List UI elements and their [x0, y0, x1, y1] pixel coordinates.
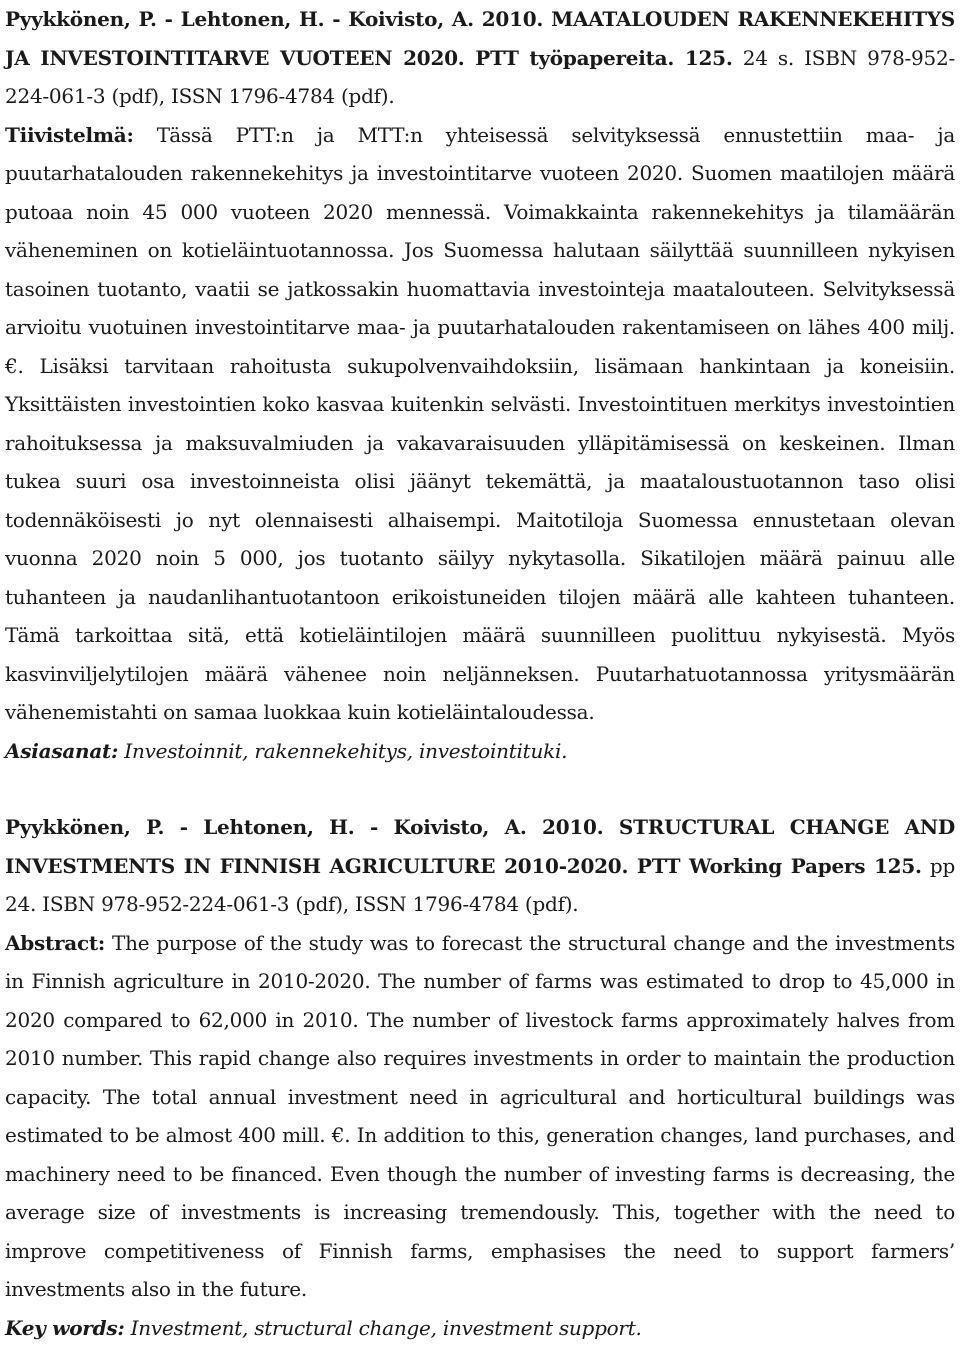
english-entry [5, 808, 955, 1347]
document-page [5, 0, 955, 1347]
finnish-citation-title: Pyykkönen, P. - Lehtonen, H. - Koivisto, A. 2010. MAATALOUDEN RAKENNEKEHITYS JA INVESTOINTITARVE VUOTEEN 2020. PTT työpapereita. 125. [5, 7, 955, 70]
finnish-abstract-label: Tiivistelmä: [5, 122, 134, 147]
english-keywords-text: Investment, structural change, investment support. [130, 1315, 642, 1340]
finnish-entry [5, 0, 955, 770]
finnish-abstract [5, 116, 955, 732]
english-abstract [5, 924, 955, 1309]
finnish-keywords [5, 732, 955, 771]
english-citation-title: Pyykkönen, P. - Lehtonen, H. - Koivisto, A. 2010. STRUCTURAL CHANGE AND INVESTMENTS IN FINNISH AGRICULTURE 2010-2020. PTT Working Papers 125. [5, 815, 955, 878]
english-abstract-text: The purpose of the study was to forecast the structural change and the investments in Finnish agriculture in 2010-2020. The number of farms was estimated to drop to 45,000 in 2020 compared to 62,000 in 2010. The number of livestock farms approximately halves from 2010 number. This rapid change also requires investments in order to maintain the production capacity. The total annual investment need in agricultural and horticultural buildings was estimated to be almost 400 mill. €. In addition to this, generation changes, land purchases, and machinery need to be financed. Even though the number of investing farms is decreasing, the average size of investments is increasing tremendously. This, together with the need to improve competitiveness of Finnish farms, emphasises the need to support farmers’ investments also in the future. [5, 930, 955, 1301]
finnish-citation-details: 24 s. ISBN 978-952-224-061-3 (pdf), ISSN 1796-4784 (pdf). [5, 45, 955, 108]
english-keywords-label: Key words: [5, 1315, 125, 1340]
finnish-keywords-text: Investoinnit, rakennekehitys, investointituki. [124, 738, 568, 763]
finnish-keywords-label: Asiasanat: [5, 738, 119, 763]
english-keywords [5, 1309, 955, 1348]
english-citation-details: pp 24. ISBN 978-952-224-061-3 (pdf), ISSN 1796-4784 (pdf). [5, 853, 955, 916]
english-abstract-label: Abstract: [5, 930, 106, 955]
finnish-abstract-text: Tässä PTT:n ja MTT:n yhteisessä selvityksessä ennustettiin maa- ja puutarhatalouden rakennekehitys ja investointitarve vuoteen 2020. Suomen maatilojen määrä putoaa noin 45 000 vuoteen 2020 mennessä. Voimakkainta rakennekehitys ja tilamäärän väheneminen on kotieläintuotannossa. Jos Suomessa halutaan säilyttää suunnilleen nykyisen tasoinen tuotanto, vaatii se jatkossakin huomattavia investointeja maatalouteen. Selvityksessä arvioitu vuotuinen investointitarve maa- ja puutarhatalouden rakentamiseen on lähes 400 milj. €. Lisäksi tarvitaan rahoitusta sukupolvenvaihdoksiin, lisämaan hankintaan ja koneisiin. Yksittäisten investointien koko kasvaa kuitenkin selvästi. Investointituen merkitys investointien rahoituksessa ja maksuvalmiuden ja vakavaraisuuden ylläpitämisessä on keskeinen. Ilman tukea suuri osa investoinneista olisi jäänyt tekemättä, ja maataloustuotannon taso olisi todennäköisesti jo nyt olennaisesti alhaisempi. Maitotiloja Suomessa ennustetaan olevan vuonna 2020 noin 5 000, jos tuotanto säilyy nykytasolla. Sikatilojen määrä painuu alle tuhanteen ja naudanlihantuotantoon erikoistuneiden tilojen määrä alle kahteen tuhanteen. Tämä tarkoittaa sitä, että kotieläintilojen määrä suunnilleen puolittuu nykyisestä. Myös kasvinviljelytilojen määrä vähenee noin neljänneksen. Puutarhatuotannossa yritysmäärän vähenemistahti on samaa luokkaa kuin kotieläintaloudessa. [5, 122, 955, 724]
